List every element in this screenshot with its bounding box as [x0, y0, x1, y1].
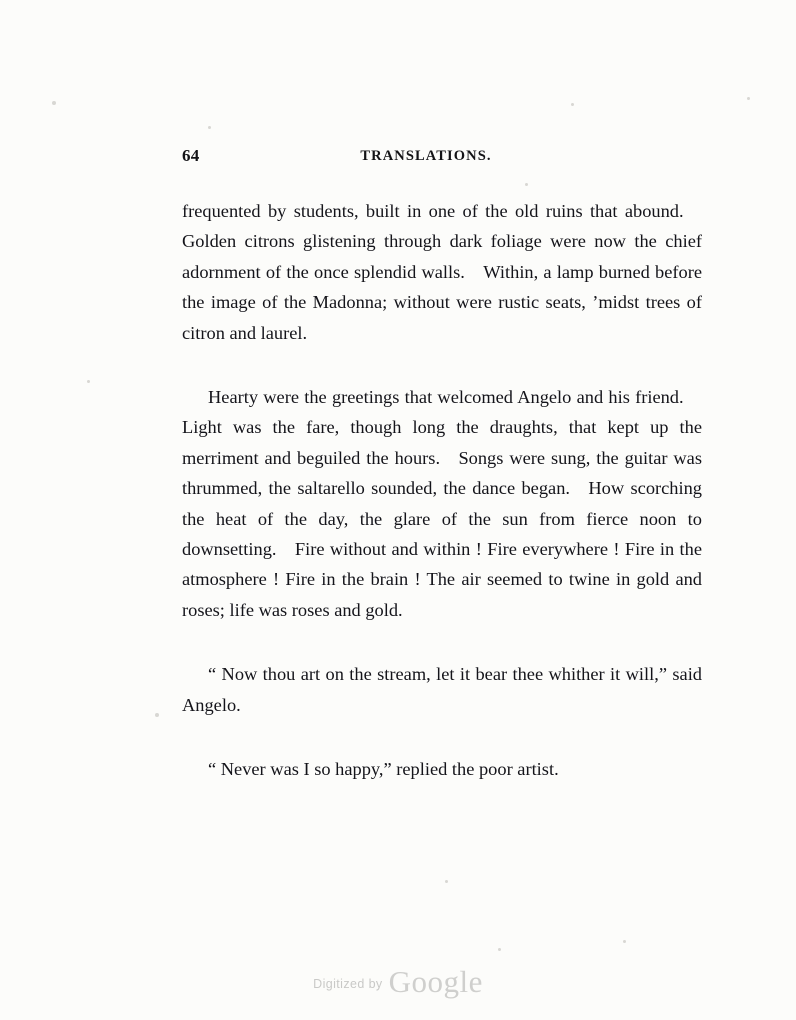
- scan-speckle: [445, 880, 448, 883]
- watermark-brand: Google: [388, 964, 483, 999]
- digitization-watermark: [0, 964, 796, 1000]
- paragraph: “ Now thou art on the stream, let it bear thee whither it will,” said Angelo.: [182, 664, 702, 715]
- scan-speckle: [571, 103, 574, 106]
- watermark-prefix: Digitized by: [313, 977, 383, 991]
- paragraph: frequented by students, built in one of the old ruins that abound. Golden citrons glistening through dark foliage were now the chief adornment of the once splendid walls. Within, a lamp burned before the image of the Madonna; without were rustic seats, ’midst trees of citron and laurel.: [182, 201, 702, 343]
- scan-speckle: [155, 713, 159, 717]
- running-head: TRANSLATIONS.: [360, 148, 492, 164]
- scan-speckle: [747, 97, 750, 100]
- page-body: [182, 196, 702, 785]
- scan-speckle: [52, 101, 56, 105]
- paragraph: Hearty were the greetings that welcomed Angelo and his friend. Light was the fare, though long the draughts, that kept up the merriment and beguiled the hours. Songs were sung, the guitar was thrummed, the saltarello sounded, the dance began. How scorching the heat of the day, the glare of the sun from fierce noon to downsetting. Fire without and within ! Fire everywhere ! Fire in the atmosphere ! Fire in the brain ! The air seemed to twine in gold and roses; life was roses and gold.: [182, 387, 702, 620]
- paragraph: “ Never was I so happy,” replied the poor artist.: [208, 759, 559, 780]
- page-number: 64: [182, 146, 200, 165]
- scan-speckle: [87, 380, 90, 383]
- scan-speckle: [623, 940, 626, 943]
- scan-speckle: [525, 183, 528, 186]
- scan-speckle: [498, 948, 501, 951]
- page-header: [0, 146, 796, 168]
- scan-speckle: [208, 126, 211, 129]
